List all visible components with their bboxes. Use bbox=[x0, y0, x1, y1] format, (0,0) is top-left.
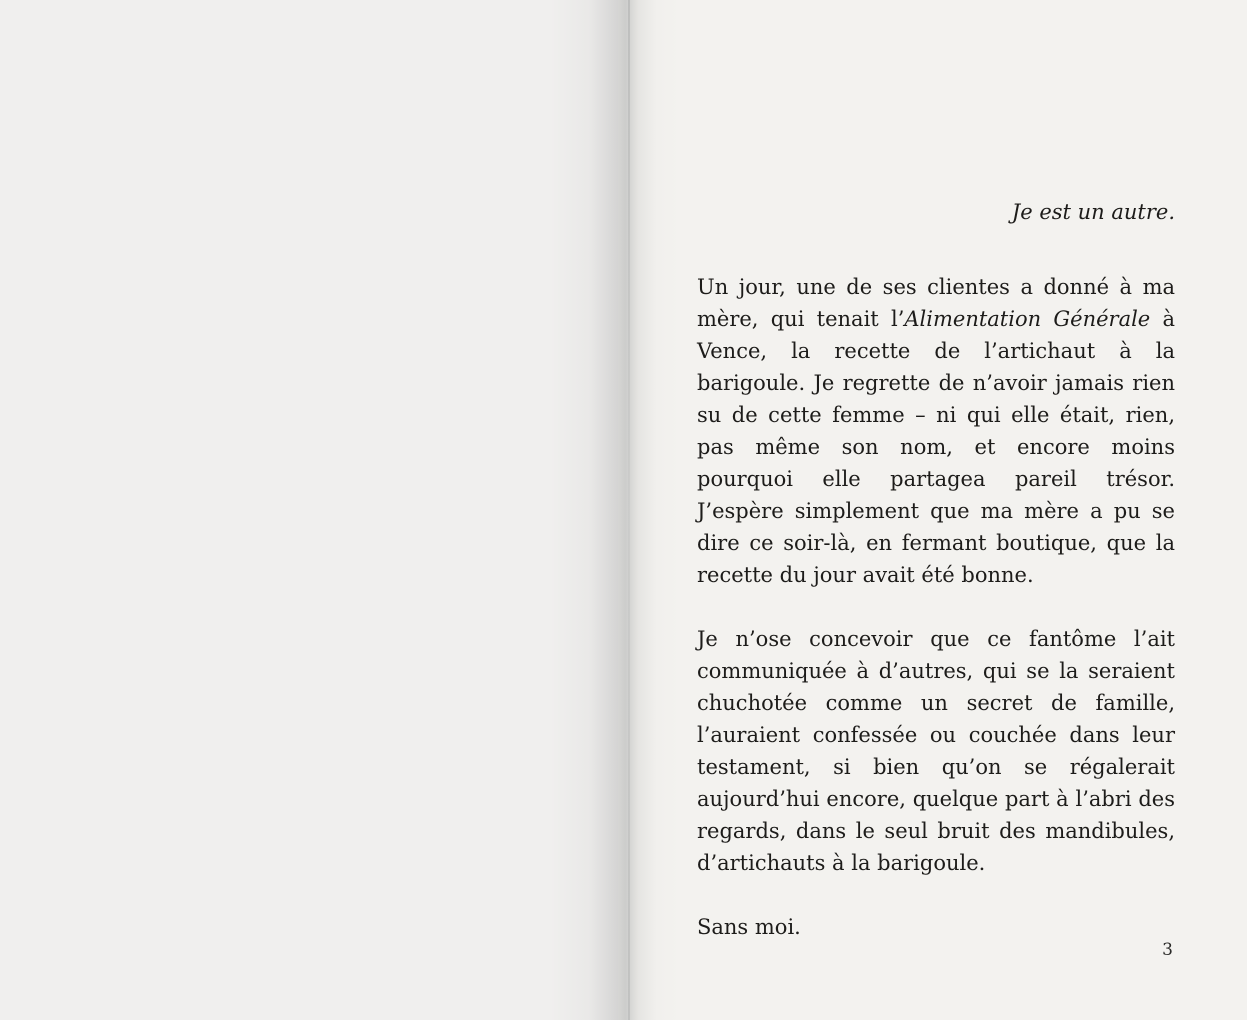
paragraph-1-part-2: à Vence, la recette de l’artichaut à la barigoule. Je regrette de n’avoir jamais rien su de cette femme – ni qui elle était, rien, pas même son nom, et encore moins pourquoi elle partagea pareil trésor. J’espère simplement que ma mère a pu se dire ce soir-là, en fermant boutique, que la recette du jour avait été bonne. bbox=[697, 307, 1176, 587]
epigraph: Je est un autre. bbox=[1011, 200, 1175, 224]
paragraph-1-italic-title: Alimentation Générale bbox=[904, 307, 1151, 331]
paragraph-1 bbox=[697, 271, 1175, 591]
page-text-block bbox=[697, 196, 1175, 943]
paragraph-2: Je n’ose concevoir que ce fantôme l’ait communiquée à d’autres, qui se la seraient chuchotée comme un secret de famille, l’auraient confessée ou couchée dans leur testament, si bien qu’on se régalerait aujourd’hui encore, quelque part à l’abri des regards, dans le seul bruit des mandibules, d’artichauts à la barigoule. bbox=[697, 627, 1175, 875]
paragraph-1-part-1: Un jour, une de ses clientes a donné à ma mère, qui tenait l’ bbox=[697, 275, 1175, 331]
paragraph-3-closing: Sans moi. bbox=[697, 915, 801, 939]
left-page-blank bbox=[0, 0, 618, 1020]
page-number: 3 bbox=[1162, 940, 1173, 960]
